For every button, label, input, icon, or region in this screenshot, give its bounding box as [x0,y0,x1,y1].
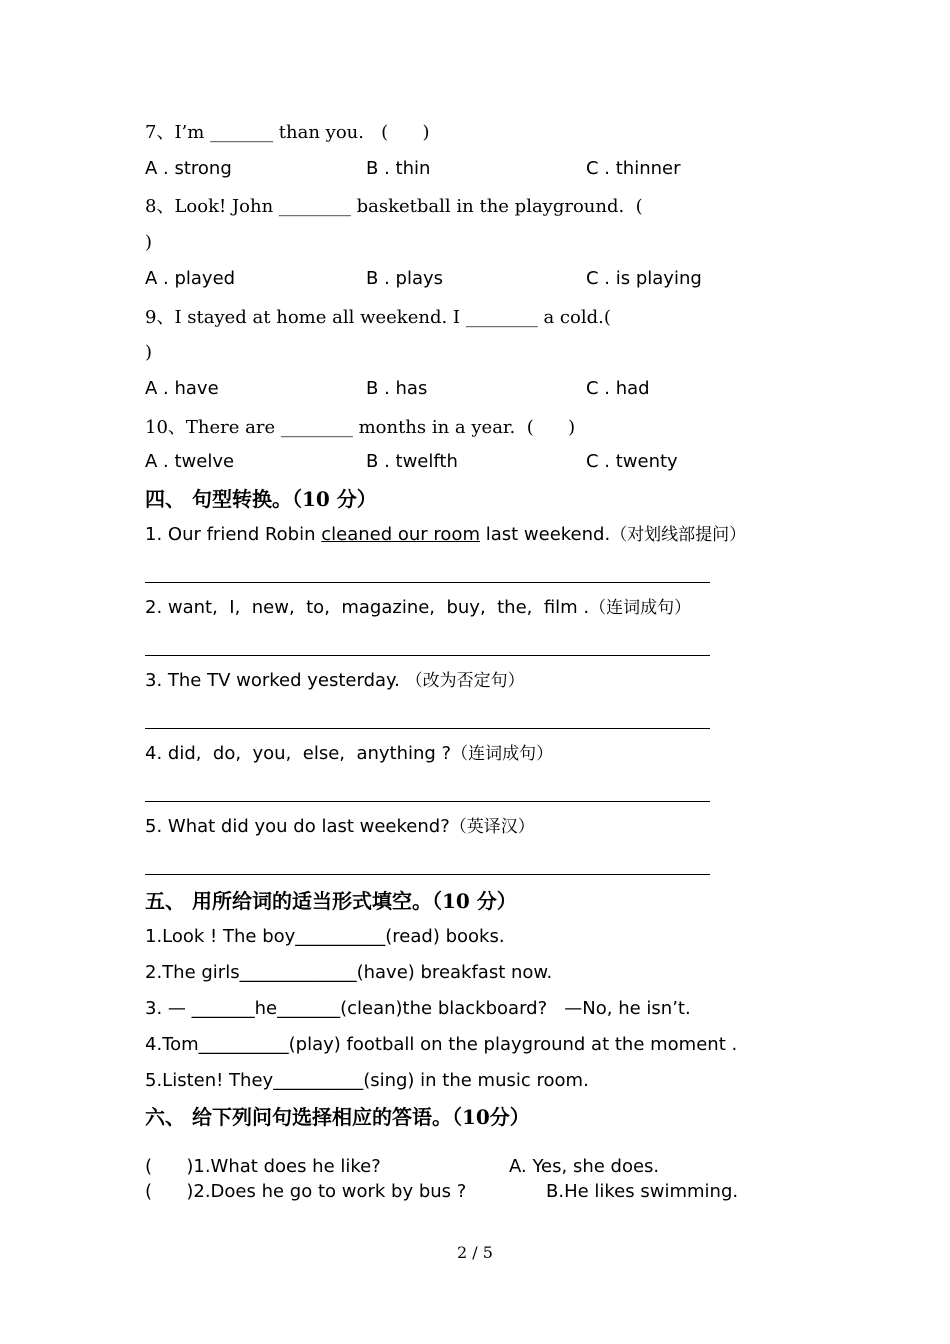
answer-line-5[interactable] [145,874,710,875]
q10-option-a[interactable]: A . twelve [145,451,235,472]
p4-item-1-post: last weekend. [479,524,611,545]
p4-item-3-text: 3. The TV worked yesterday. [145,670,406,691]
answer-line-3[interactable] [145,728,710,729]
q9-stem-cont: ) [145,342,153,363]
p4-item-4-note: （连词成句） [451,744,554,764]
page-number: 2 / 5 [457,1243,493,1262]
p4-item-1-underlined: cleaned our room [321,524,480,545]
q10-option-b[interactable]: B . twelfth [366,451,458,472]
q9-option-a[interactable]: A . have [145,378,219,399]
q7-option-a[interactable]: A . strong [145,158,232,179]
p4-item-1-pre: 1. Our friend Robin [145,524,322,545]
p5-item-1: 1.Look ! The boy__________(read) books. [145,926,505,947]
answer-line-1[interactable] [145,582,710,583]
p6-answer-b: B.He likes swimming. [546,1181,739,1202]
part5-heading: 五、 用所给词的适当形式填空。（10 分） [145,889,517,913]
q8-option-a[interactable]: A . played [145,268,236,289]
p4-item-5-note: （英译汉） [449,817,535,837]
q7-option-b[interactable]: B . thin [366,158,431,179]
q8-stem-cont: ) [145,232,153,253]
p4-item-2 [145,599,691,617]
answer-line-4[interactable] [145,801,710,802]
p4-item-4 [145,745,553,763]
p5-item-3: 3. — _______he_______(clean)the blackboard? —No, he isn’t. [145,998,691,1019]
p4-item-2-text: 2. want, I, new, to, magazine, buy, the, film . [145,597,590,618]
part4-heading: 四、 句型转换。（10 分） [145,487,377,511]
q9-option-c[interactable]: C . had [586,378,650,399]
q8-option-c[interactable]: C . is playing [586,268,702,289]
p4-item-5 [145,818,535,836]
q9-stem: 9、I stayed at home all weekend. I ________ a cold.( [145,307,611,328]
p5-item-4: 4.Tom__________(play) football on the playground at the moment . [145,1034,738,1055]
p4-item-1-note: （对划线部提问） [610,525,747,545]
p6-question-1: ( )1.What does he like? [145,1156,381,1177]
p6-question-2: ( )2.Does he go to work by bus ? [145,1181,467,1202]
answer-line-2[interactable] [145,655,710,656]
q9-option-b[interactable]: B . has [366,378,428,399]
q10-stem: 10、There are ________ months in a year. ( ) [145,417,576,438]
p4-item-3 [145,672,525,690]
q8-option-b[interactable]: B . plays [366,268,444,289]
p4-item-5-text: 5. What did you do last weekend? [145,816,450,837]
p5-item-5: 5.Listen! They__________(sing) in the music room. [145,1070,589,1091]
q10-option-c[interactable]: C . twenty [586,451,678,472]
q7-stem: 7、I’m _______ than you. ( ) [145,122,430,143]
p4-item-2-note: （连词成句） [589,598,692,618]
p4-item-1 [145,526,746,544]
p6-answer-a: A. Yes, she does. [509,1156,660,1177]
part6-heading: 六、 给下列问句选择相应的答语。（10分） [145,1105,530,1129]
q7-option-c[interactable]: C . thinner [586,158,681,179]
p5-item-2: 2.The girls_____________(have) breakfast now. [145,962,553,983]
q8-stem: 8、Look! John ________ basketball in the playground. ( [145,196,643,217]
p4-item-4-text: 4. did, do, you, else, anything ? [145,743,452,764]
p4-item-3-note: （改为否定句） [405,671,525,691]
